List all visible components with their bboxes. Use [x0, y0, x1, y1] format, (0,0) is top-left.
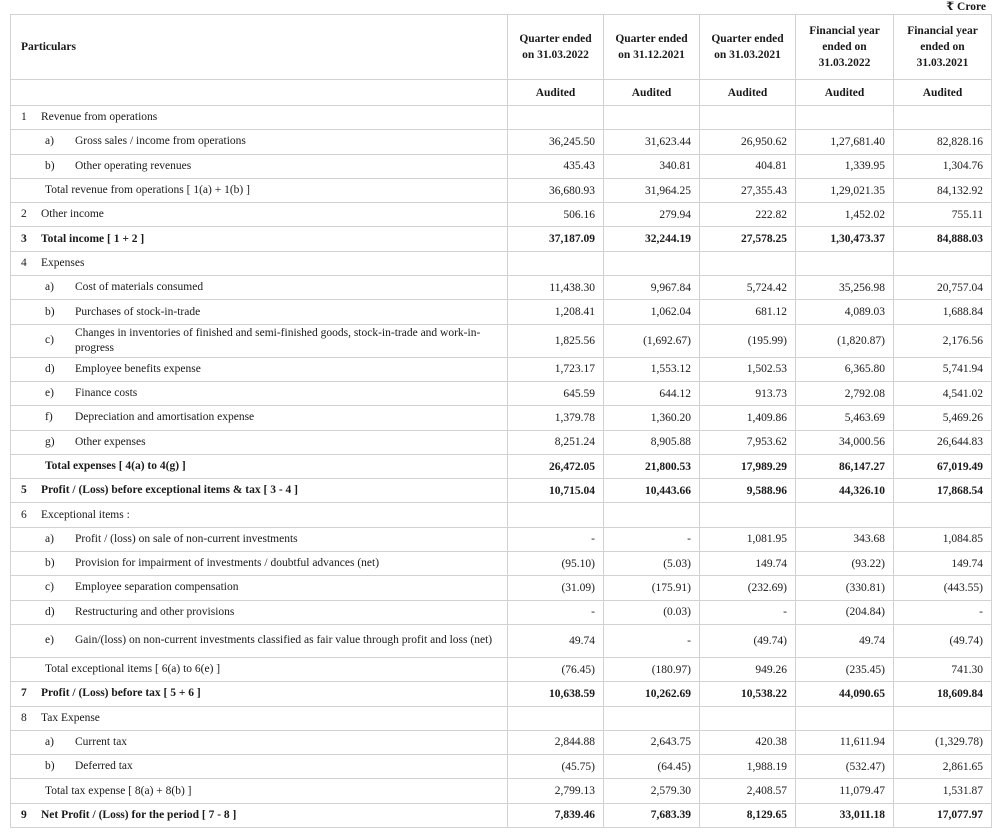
sub-item-letter: d): [45, 362, 55, 375]
value-cell: 10,638.59: [508, 682, 604, 706]
value-cell: 1,825.56: [508, 324, 604, 357]
value-cell: (1,820.87): [796, 324, 894, 357]
item-number: 1: [21, 111, 27, 124]
value-cell: 1,084.85: [894, 527, 992, 551]
row-label: Gross sales / income from operations: [75, 135, 246, 148]
row-label: Depreciation and amortisation expense: [75, 411, 255, 424]
row-label: Profit / (Loss) before exceptional items & tax [ 3 - 4 ]: [41, 484, 298, 497]
value-cell: 11,611.94: [796, 730, 894, 754]
value-cell: 35,256.98: [796, 276, 894, 300]
table-row: [11, 454, 992, 478]
row-label: Changes in inventories of finished and semi-finished goods, stock-in-trade and work-in-progress: [75, 326, 481, 354]
value-cell: 1,339.95: [796, 154, 894, 178]
unit-label: ₹ Crore: [946, 1, 986, 13]
value-cell: 2,861.65: [894, 755, 992, 779]
value-cell: -: [508, 600, 604, 624]
value-cell: 1,27,681.40: [796, 130, 894, 154]
table-row: [11, 706, 992, 730]
column-header: Financial year ended on 31.03.2021: [894, 15, 992, 80]
particulars-cell: [11, 730, 508, 754]
table-row: [11, 552, 992, 576]
table-row: [11, 203, 992, 227]
value-cell: [894, 251, 992, 275]
table-row: [11, 357, 992, 381]
value-cell: (49.74): [894, 624, 992, 657]
value-cell: 279.94: [604, 203, 700, 227]
value-cell: (232.69): [700, 576, 796, 600]
sub-item-letter: a): [45, 735, 54, 748]
value-cell: 2,844.88: [508, 730, 604, 754]
row-label: Net Profit / (Loss) for the period [ 7 - 8 ]: [41, 808, 237, 821]
particulars-cell: [11, 576, 508, 600]
sub-item-letter: b): [45, 557, 55, 570]
row-label: Tax Expense: [41, 711, 100, 724]
table-row: [11, 682, 992, 706]
row-label: Employee separation compensation: [75, 581, 239, 594]
row-label: Other expenses: [75, 435, 146, 448]
value-cell: (45.75): [508, 755, 604, 779]
value-cell: 1,988.19: [700, 755, 796, 779]
value-cell: [700, 503, 796, 527]
value-cell: 37,187.09: [508, 227, 604, 251]
particulars-cell: [11, 178, 508, 202]
value-cell: (0.03): [604, 600, 700, 624]
sub-item-letter: a): [45, 281, 54, 294]
value-cell: [604, 106, 700, 130]
value-cell: -: [508, 527, 604, 551]
item-number: 4: [21, 256, 27, 269]
value-cell: 9,967.84: [604, 276, 700, 300]
value-cell: (1,329.78): [894, 730, 992, 754]
value-cell: [508, 503, 604, 527]
value-cell: 31,623.44: [604, 130, 700, 154]
particulars-cell: [11, 503, 508, 527]
value-cell: 343.68: [796, 527, 894, 551]
value-cell: 17,868.54: [894, 479, 992, 503]
value-cell: 6,365.80: [796, 357, 894, 381]
value-cell: -: [604, 527, 700, 551]
column-header: Quarter ended on 31.12.2021: [604, 15, 700, 80]
value-cell: 1,502.53: [700, 357, 796, 381]
value-cell: (195.99): [700, 324, 796, 357]
table-row: [11, 730, 992, 754]
value-cell: 4,541.02: [894, 381, 992, 405]
value-cell: 82,828.16: [894, 130, 992, 154]
column-header: Quarter ended on 31.03.2021: [700, 15, 796, 80]
table-row: [11, 657, 992, 681]
value-cell: [700, 706, 796, 730]
sub-item-letter: d): [45, 605, 55, 618]
value-cell: 84,132.92: [894, 178, 992, 202]
value-cell: 1,531.87: [894, 779, 992, 803]
value-cell: 2,799.13: [508, 779, 604, 803]
table-row: [11, 381, 992, 405]
table-row: [11, 479, 992, 503]
value-cell: 8,251.24: [508, 430, 604, 454]
value-cell: 8,905.88: [604, 430, 700, 454]
particulars-cell: [11, 300, 508, 324]
table-row: [11, 576, 992, 600]
sub-item-letter: b): [45, 305, 55, 318]
value-cell: 18,609.84: [894, 682, 992, 706]
financial-results-table: [10, 14, 992, 828]
particulars-cell: [11, 779, 508, 803]
value-cell: 32,244.19: [604, 227, 700, 251]
particulars-cell: [11, 203, 508, 227]
value-cell: 1,30,473.37: [796, 227, 894, 251]
header-row: [11, 15, 992, 80]
table-row: [11, 130, 992, 154]
value-cell: [894, 106, 992, 130]
value-cell: 1,062.04: [604, 300, 700, 324]
item-number: 7: [21, 687, 27, 700]
value-cell: 20,757.04: [894, 276, 992, 300]
particulars-cell: [11, 527, 508, 551]
sub-item-letter: f): [45, 411, 53, 424]
particulars-cell: [11, 406, 508, 430]
value-cell: 10,443.66: [604, 479, 700, 503]
value-cell: 5,463.69: [796, 406, 894, 430]
value-cell: 1,208.41: [508, 300, 604, 324]
row-label: Total expenses [ 4(a) to 4(g) ]: [45, 460, 186, 472]
value-cell: 755.11: [894, 203, 992, 227]
particulars-header: Particulars: [11, 15, 508, 80]
value-cell: 5,724.42: [700, 276, 796, 300]
value-cell: (204.84): [796, 600, 894, 624]
value-cell: 11,438.30: [508, 276, 604, 300]
value-cell: -: [894, 600, 992, 624]
table-row: [11, 527, 992, 551]
value-cell: 506.16: [508, 203, 604, 227]
value-cell: (1,692.67): [604, 324, 700, 357]
particulars-cell: [11, 803, 508, 827]
particulars-cell: [11, 430, 508, 454]
value-cell: 21,800.53: [604, 454, 700, 478]
value-cell: 1,360.20: [604, 406, 700, 430]
value-cell: 44,326.10: [796, 479, 894, 503]
value-cell: 8,129.65: [700, 803, 796, 827]
value-cell: (64.45): [604, 755, 700, 779]
table-row: [11, 755, 992, 779]
sub-item-letter: c): [45, 334, 54, 347]
value-cell: [604, 706, 700, 730]
column-header: Quarter ended on 31.03.2022: [508, 15, 604, 80]
value-cell: 44,090.65: [796, 682, 894, 706]
table-row: [11, 178, 992, 202]
sub-item-letter: a): [45, 532, 54, 545]
particulars-cell: [11, 357, 508, 381]
row-label: Total income [ 1 + 2 ]: [41, 232, 145, 245]
value-cell: 2,643.75: [604, 730, 700, 754]
sub-item-letter: b): [45, 159, 55, 172]
value-cell: 2,792.08: [796, 381, 894, 405]
value-cell: 17,077.97: [894, 803, 992, 827]
row-label: Expenses: [41, 256, 85, 269]
value-cell: 1,688.84: [894, 300, 992, 324]
sub-item-letter: e): [45, 634, 54, 647]
row-label: Restructuring and other provisions: [75, 605, 235, 618]
row-label: Cost of materials consumed: [75, 281, 204, 294]
table-row: [11, 406, 992, 430]
row-label: Exceptional items :: [41, 508, 130, 521]
value-cell: 913.73: [700, 381, 796, 405]
row-label: Gain/(loss) on non-current investments classified as fair value through profit and loss (net): [75, 634, 493, 647]
particulars-cell: [11, 657, 508, 681]
value-cell: [700, 251, 796, 275]
table-row: [11, 106, 992, 130]
table-row: [11, 276, 992, 300]
audit-status: Audited: [796, 80, 894, 106]
value-cell: 2,408.57: [700, 779, 796, 803]
value-cell: 1,452.02: [796, 203, 894, 227]
particulars-cell: [11, 624, 508, 657]
particulars-cell: [11, 755, 508, 779]
value-cell: 4,089.03: [796, 300, 894, 324]
table-row: [11, 324, 992, 357]
particulars-cell: [11, 454, 508, 478]
particulars-cell: [11, 276, 508, 300]
value-cell: [796, 251, 894, 275]
value-cell: 11,079.47: [796, 779, 894, 803]
row-label: Employee benefits expense: [75, 362, 201, 375]
row-label: Total exceptional items [ 6(a) to 6(e) ]: [45, 663, 221, 676]
value-cell: 5,741.94: [894, 357, 992, 381]
value-cell: 27,355.43: [700, 178, 796, 202]
blank-cell: [11, 80, 508, 106]
particulars-cell: [11, 682, 508, 706]
value-cell: 26,472.05: [508, 454, 604, 478]
table-row: [11, 803, 992, 827]
value-cell: [796, 106, 894, 130]
value-cell: (175.91): [604, 576, 700, 600]
value-cell: 31,964.25: [604, 178, 700, 202]
value-cell: 36,245.50: [508, 130, 604, 154]
row-label: Other operating revenues: [75, 159, 192, 172]
value-cell: 644.12: [604, 381, 700, 405]
value-cell: 1,304.76: [894, 154, 992, 178]
value-cell: (235.45): [796, 657, 894, 681]
value-cell: (76.45): [508, 657, 604, 681]
value-cell: 10,715.04: [508, 479, 604, 503]
table-row: [11, 503, 992, 527]
audit-status: Audited: [894, 80, 992, 106]
table-row: [11, 600, 992, 624]
table-row: [11, 430, 992, 454]
particulars-cell: [11, 706, 508, 730]
particulars-cell: [11, 381, 508, 405]
item-number: 6: [21, 508, 27, 521]
item-number: 2: [21, 208, 27, 221]
row-label: Total revenue from operations [ 1(a) + 1(b) ]: [45, 184, 250, 197]
value-cell: (532.47): [796, 755, 894, 779]
value-cell: 7,683.39: [604, 803, 700, 827]
value-cell: 1,409.86: [700, 406, 796, 430]
value-cell: (5.03): [604, 552, 700, 576]
value-cell: 2,579.30: [604, 779, 700, 803]
value-cell: 741.30: [894, 657, 992, 681]
value-cell: 49.74: [796, 624, 894, 657]
row-label: Finance costs: [75, 387, 138, 400]
value-cell: 7,953.62: [700, 430, 796, 454]
value-cell: [796, 706, 894, 730]
value-cell: 27,578.25: [700, 227, 796, 251]
value-cell: 681.12: [700, 300, 796, 324]
item-number: 8: [21, 711, 27, 724]
value-cell: 84,888.03: [894, 227, 992, 251]
particulars-cell: [11, 251, 508, 275]
value-cell: 222.82: [700, 203, 796, 227]
value-cell: (93.22): [796, 552, 894, 576]
value-cell: 149.74: [700, 552, 796, 576]
item-number: 9: [21, 808, 27, 821]
value-cell: [508, 106, 604, 130]
item-number: 5: [21, 484, 27, 497]
particulars-cell: [11, 324, 508, 357]
row-label: Current tax: [75, 735, 128, 748]
value-cell: 49.74: [508, 624, 604, 657]
sub-item-letter: g): [45, 435, 55, 448]
value-cell: 149.74: [894, 552, 992, 576]
value-cell: 435.43: [508, 154, 604, 178]
value-cell: 645.59: [508, 381, 604, 405]
row-label: Purchases of stock-in-trade: [75, 305, 201, 318]
audit-status-row: [11, 80, 992, 106]
item-number: 3: [21, 232, 27, 245]
value-cell: [894, 503, 992, 527]
value-cell: (31.09): [508, 576, 604, 600]
value-cell: 420.38: [700, 730, 796, 754]
value-cell: 7,839.46: [508, 803, 604, 827]
value-cell: [604, 251, 700, 275]
row-label: Total tax expense [ 8(a) + 8(b) ]: [45, 784, 192, 797]
value-cell: [604, 503, 700, 527]
value-cell: 36,680.93: [508, 178, 604, 202]
sub-item-letter: e): [45, 387, 54, 400]
particulars-cell: [11, 479, 508, 503]
row-label: Profit / (Loss) before tax [ 5 + 6 ]: [41, 687, 201, 700]
value-cell: 1,29,021.35: [796, 178, 894, 202]
audit-status: Audited: [700, 80, 796, 106]
value-cell: (330.81): [796, 576, 894, 600]
value-cell: -: [700, 600, 796, 624]
table-row: [11, 779, 992, 803]
value-cell: 5,469.26: [894, 406, 992, 430]
value-cell: [508, 251, 604, 275]
value-cell: (95.10): [508, 552, 604, 576]
row-label: Profit / (loss) on sale of non-current investments: [75, 532, 298, 545]
particulars-cell: [11, 154, 508, 178]
row-label: Provision for impairment of investments / doubtful advances (net): [75, 557, 380, 570]
value-cell: 1,081.95: [700, 527, 796, 551]
particulars-cell: [11, 106, 508, 130]
row-label: Other income: [41, 208, 104, 221]
audit-status: Audited: [508, 80, 604, 106]
sub-item-letter: a): [45, 135, 54, 148]
value-cell: 86,147.27: [796, 454, 894, 478]
particulars-cell: [11, 130, 508, 154]
value-cell: 1,553.12: [604, 357, 700, 381]
value-cell: 949.26: [700, 657, 796, 681]
column-header: Financial year ended on 31.03.2022: [796, 15, 894, 80]
value-cell: 404.81: [700, 154, 796, 178]
value-cell: 340.81: [604, 154, 700, 178]
sub-item-letter: b): [45, 760, 55, 773]
table-row: [11, 300, 992, 324]
value-cell: 17,989.29: [700, 454, 796, 478]
value-cell: [700, 106, 796, 130]
table-row: [11, 251, 992, 275]
table-row: [11, 154, 992, 178]
value-cell: [796, 503, 894, 527]
row-label: Revenue from operations: [41, 111, 158, 124]
value-cell: 26,644.83: [894, 430, 992, 454]
value-cell: (443.55): [894, 576, 992, 600]
value-cell: 26,950.62: [700, 130, 796, 154]
value-cell: (180.97): [604, 657, 700, 681]
value-cell: [508, 706, 604, 730]
table-row: [11, 624, 992, 657]
particulars-cell: [11, 552, 508, 576]
particulars-cell: [11, 600, 508, 624]
value-cell: 1,379.78: [508, 406, 604, 430]
value-cell: 67,019.49: [894, 454, 992, 478]
value-cell: 10,262.69: [604, 682, 700, 706]
particulars-cell: [11, 227, 508, 251]
value-cell: 10,538.22: [700, 682, 796, 706]
row-label: Deferred tax: [75, 760, 133, 773]
value-cell: (49.74): [700, 624, 796, 657]
sub-item-letter: c): [45, 581, 54, 594]
value-cell: [894, 706, 992, 730]
value-cell: 2,176.56: [894, 324, 992, 357]
table-row: [11, 227, 992, 251]
value-cell: 33,011.18: [796, 803, 894, 827]
value-cell: 34,000.56: [796, 430, 894, 454]
value-cell: -: [604, 624, 700, 657]
value-cell: 1,723.17: [508, 357, 604, 381]
audit-status: Audited: [604, 80, 700, 106]
value-cell: 9,588.96: [700, 479, 796, 503]
